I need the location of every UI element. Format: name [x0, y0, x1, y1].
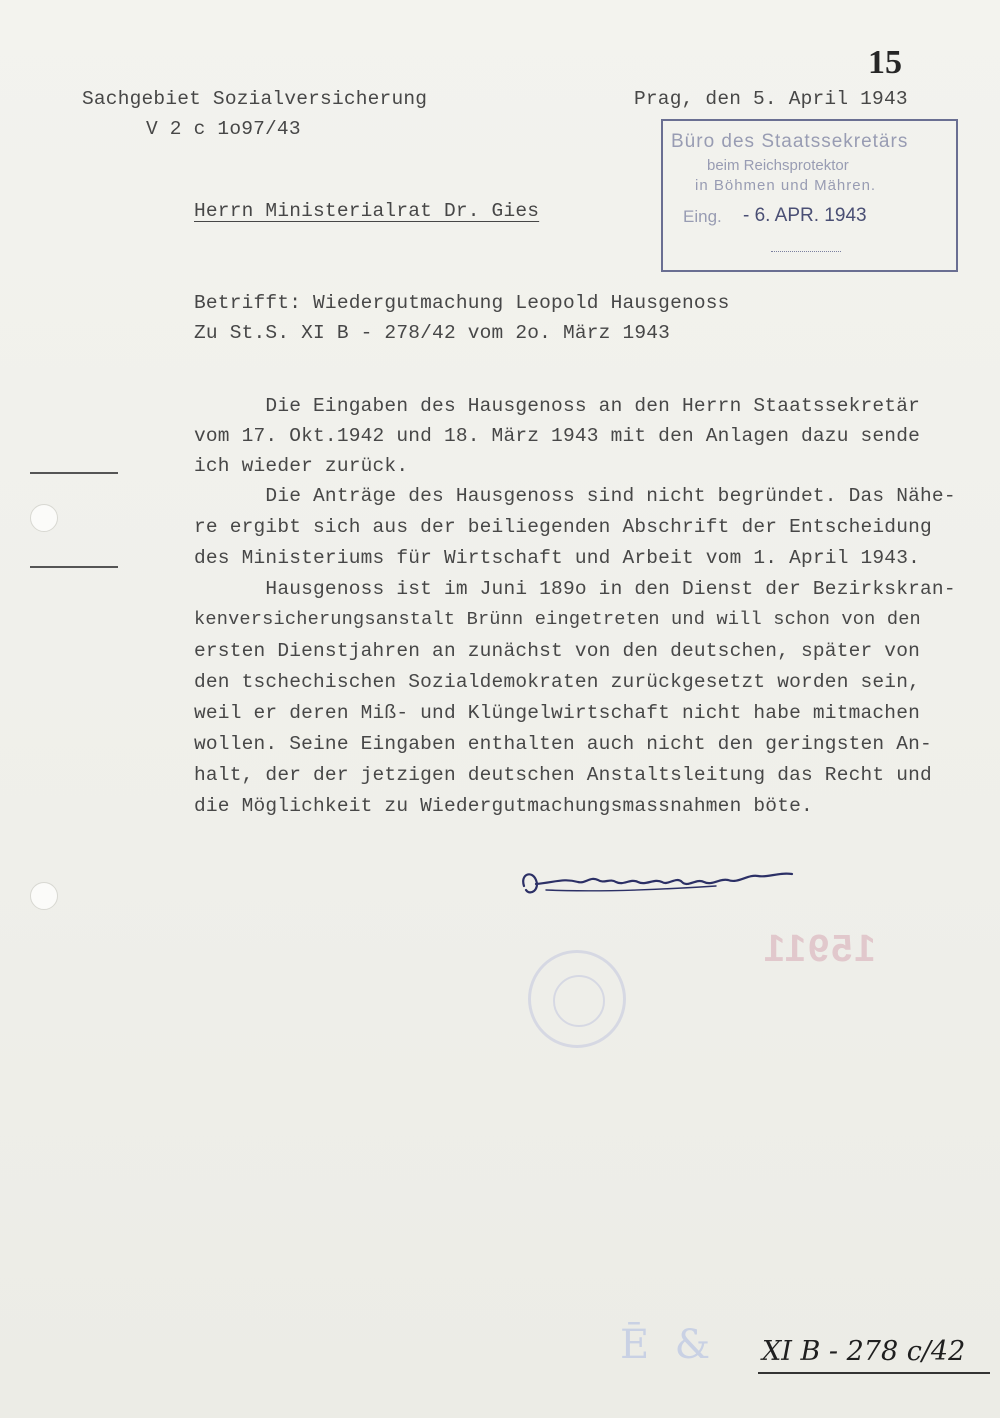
reference-number: V 2 c 1o97/43 — [146, 118, 301, 140]
handwritten-file-note: XI B - 278 c/42 — [762, 1336, 966, 1367]
punch-hole-top — [30, 504, 58, 532]
addressee-line: Herrn Ministerialrat Dr. Gies — [194, 200, 540, 222]
body-line: vom 17. Okt.1942 und 18. März 1943 mit den Anlagen dazu sende — [194, 425, 921, 447]
subject-line-1: Betrifft: Wiedergutmachung Leopold Hausgenoss — [194, 292, 730, 314]
place-and-date: Prag, den 5. April 1943 — [634, 88, 908, 110]
body-line: ersten Dienstjahren an zunächst von den deutschen, später von — [194, 640, 921, 662]
margin-fold-mark-lower — [30, 566, 118, 568]
file-note-underline — [758, 1372, 990, 1374]
handwritten-signature — [516, 856, 806, 906]
body-line: den tschechischen Sozialdemokraten zurückgesetzt worden sein, — [194, 671, 921, 693]
stamp-office-line: Büro des Staatssekretärs — [671, 131, 909, 152]
faint-registry-marks: Ē & — [620, 1322, 711, 1368]
body-line: kenversicherungsanstalt Brünn eingetreten und will schon von den — [194, 609, 921, 630]
body-line: Hausgenoss ist im Juni 189o in den Dienst der Bezirkskran- — [194, 578, 956, 600]
stamp-received-label: Eing. — [683, 207, 722, 226]
body-line: re ergibt sich aus der beiliegenden Abschrift der Entscheidung — [194, 516, 932, 538]
body-line: Die Eingaben des Hausgenoss an den Herrn Staatssekretär — [194, 395, 921, 417]
stamp-region-line: in Böhmen und Mähren. — [695, 177, 877, 194]
body-line: des Ministeriums für Wirtschaft und Arbeit vom 1. April 1943. — [194, 547, 921, 569]
punch-hole-bottom — [30, 882, 58, 910]
body-line: ich wieder zurück. — [194, 455, 409, 477]
body-line: die Möglichkeit zu Wiedergutmachungsmassnahmen böte. — [194, 795, 813, 817]
margin-fold-mark-upper — [30, 472, 118, 474]
body-line: Die Anträge des Hausgenoss sind nicht begründet. Das Nähe- — [194, 485, 956, 507]
stamp-authority-line: beim Reichsprotektor — [707, 157, 849, 174]
body-line: halt, der der jetzigen deutschen Anstaltsleitung das Recht und — [194, 764, 932, 786]
received-stamp — [661, 119, 958, 272]
body-line: wollen. Seine Eingaben enthalten auch nicht den geringsten An- — [194, 733, 932, 755]
faint-seal-stamp — [528, 950, 626, 1048]
department-line: Sachgebiet Sozialversicherung — [82, 88, 428, 110]
stamp-dotted-line — [771, 251, 841, 252]
bleed-through-number: 15911 — [762, 928, 876, 970]
stamp-received-date: - 6. APR. 1943 — [743, 205, 867, 226]
body-line: weil er deren Miß- und Klüngelwirtschaft nicht habe mitmachen — [194, 702, 921, 724]
subject-line-2: Zu St.S. XI B - 278/42 vom 2o. März 1943 — [194, 322, 671, 344]
folio-number: 15 — [868, 44, 902, 81]
